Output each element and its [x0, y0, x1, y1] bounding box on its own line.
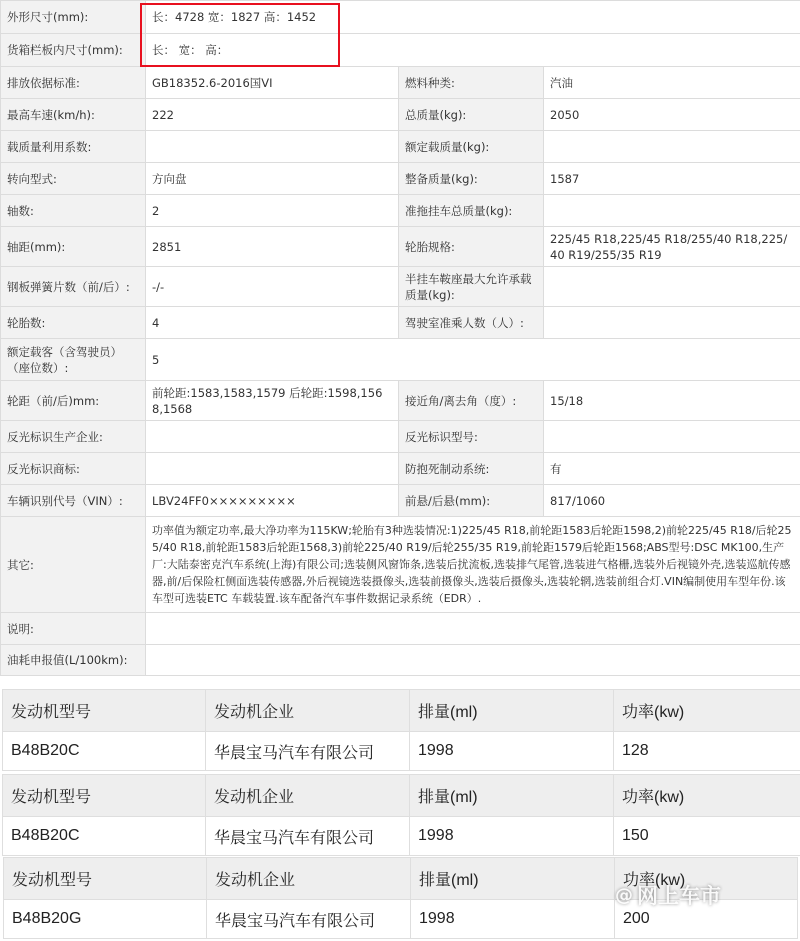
- engine-model: B48B20G: [4, 900, 207, 939]
- reflect-maker-value: [146, 421, 399, 453]
- dimensions-label: 外形尺寸(mm):: [1, 1, 146, 34]
- note-value: [146, 613, 800, 645]
- row-reflect-brand: [1, 453, 800, 485]
- curb-mass-label: 整备质量(kg):: [399, 163, 544, 195]
- reflect-brand-label: 反光标识商标:: [1, 453, 146, 485]
- engine-displacement-header: 排量(ml): [410, 690, 614, 732]
- engine-power-header: 功率(kw): [614, 690, 800, 732]
- engine-maker: 华晨宝马汽车有限公司: [206, 732, 410, 771]
- speed-label: 最高车速(km/h):: [1, 99, 146, 131]
- semi-trailer-value: [544, 267, 800, 307]
- steering-label: 转向型式:: [1, 163, 146, 195]
- axles-value: 2: [146, 195, 399, 227]
- other-value: 功率值为额定功率,最大净功率为115KW;轮胎有3种选装情况:1)225/45 R18,前轮距1583后轮距1598,2)前轮225/45 R18/后轮255/40 R18,前轮距1583后轮距1568,3)前轮225/40 R19/后轮255/35 R19,前轮距1579后轮距1568;ABS型号:DSC MK100,生产厂:大陆泰密克汽车系统(上海)有限公司;选装侧风窗饰条,选装后扰流板,选装排气尾管,选装进气格栅,选装外后视镜外壳,选装巡航传感器,前/后保险杠侧面选装传感器,外后视镜选装摄像头,选装前摄像头,选装后摄像头,选装轮辋,选装前组合灯.VIN编制使用车型年份.该车型可选装ETC 车载装置.该车配备汽车事件数据记录系统（EDR）.: [146, 517, 800, 613]
- row-speed: [1, 99, 800, 131]
- semi-trailer-label: 半挂车鞍座最大允许承载质量(kg):: [399, 267, 544, 307]
- engine-maker-header: 发动机企业: [207, 858, 411, 900]
- row-cargo: [1, 34, 800, 67]
- row-seats: [1, 339, 800, 381]
- abs-label: 防抱死制动系统:: [399, 453, 544, 485]
- row-steering: [1, 163, 800, 195]
- load-util-value: [146, 131, 399, 163]
- watermark-at: @: [615, 884, 633, 906]
- track-value: 前轮距:1583,1583,1579 后轮距:1598,1568,1568: [146, 381, 399, 421]
- total-mass-value: 2050: [544, 99, 800, 131]
- tire-count-value: 4: [146, 307, 399, 339]
- total-mass-label: 总质量(kg):: [399, 99, 544, 131]
- engine-displacement: 1998: [410, 817, 614, 856]
- cab-seats-label: 驾驶室准乘人数（人）:: [399, 307, 544, 339]
- row-load-util: [1, 131, 800, 163]
- cargo-value: 长： 宽： 高：: [146, 34, 800, 67]
- engine-power-header: 功率(kw): [614, 775, 800, 817]
- overhang-value: 817/1060: [544, 485, 800, 517]
- watermark-text: 网上车市: [637, 884, 721, 908]
- row-fuel-report: [1, 645, 800, 676]
- engine-displacement: 1998: [411, 900, 615, 939]
- track-label: 轮距（前/后)mm:: [1, 381, 146, 421]
- angle-value: 15/18: [544, 381, 800, 421]
- row-spring: [1, 267, 800, 307]
- wheelbase-label: 轴距(mm):: [1, 227, 146, 267]
- engine-model-header: 发动机型号: [4, 858, 207, 900]
- fuel-value: 汽油: [544, 67, 800, 99]
- row-track: [1, 381, 800, 421]
- spring-value: -/-: [146, 267, 399, 307]
- engine-model-header: 发动机型号: [3, 690, 206, 732]
- engine-header-row: [3, 775, 800, 817]
- note-label: 说明:: [1, 613, 146, 645]
- engine-power-header: 功率(kw): [615, 858, 798, 900]
- angle-label: 接近角/离去角（度）:: [399, 381, 544, 421]
- highlight-box: [140, 3, 340, 67]
- emission-label: 排放依据标准:: [1, 67, 146, 99]
- vin-label: 车辆识别代号（VIN）:: [1, 485, 146, 517]
- wheelbase-value: 2851: [146, 227, 399, 267]
- trailer-label: 准拖挂车总质量(kg):: [399, 195, 544, 227]
- engine-maker: 华晨宝马汽车有限公司: [207, 900, 411, 939]
- fuel-report-label: 油耗申报值(L/100km):: [1, 645, 146, 676]
- spring-label: 钢板弹簧片数（前/后）:: [1, 267, 146, 307]
- tire-spec-label: 轮胎规格:: [399, 227, 544, 267]
- engine-row: [3, 732, 800, 771]
- row-note: [1, 613, 800, 645]
- cargo-label: 货箱栏板内尺寸(mm):: [1, 34, 146, 67]
- reflect-maker-label: 反光标识生产企业:: [1, 421, 146, 453]
- fuel-label: 燃料种类:: [399, 67, 544, 99]
- tire-spec-value: 225/45 R18,225/45 R18/255/40 R18,225/40 R19/255/35 R19: [544, 227, 800, 267]
- engine-displacement-header: 排量(ml): [410, 775, 614, 817]
- row-tire-count: [1, 307, 800, 339]
- engine-model: B48B20C: [3, 732, 206, 771]
- seats-label: 额定载客（含驾驶员）（座位数）:: [1, 339, 146, 381]
- other-label: 其它:: [1, 517, 146, 613]
- engine-power: 150: [614, 817, 800, 856]
- engine-table-1: [2, 689, 800, 771]
- engine-displacement-header: 排量(ml): [411, 858, 615, 900]
- seats-value: 5: [146, 339, 800, 381]
- trailer-value: [544, 195, 800, 227]
- watermark-logo: [615, 873, 765, 917]
- abs-value: 有: [544, 453, 800, 485]
- dimensions-value: 长：4728 宽：1827 高：1452: [146, 1, 800, 34]
- row-reflect-maker: [1, 421, 800, 453]
- reflect-brand-value: [146, 453, 399, 485]
- reflect-model-value: [544, 421, 800, 453]
- engine-table-2: [2, 774, 800, 856]
- engine-power: 200: [615, 900, 798, 939]
- engine-model: B48B20C: [3, 817, 206, 856]
- vin-value: LBV24FF0×××××××××: [146, 485, 399, 517]
- engine-maker-header: 发动机企业: [206, 690, 410, 732]
- row-emission: [1, 67, 800, 99]
- tire-count-label: 轮胎数:: [1, 307, 146, 339]
- row-axles: [1, 195, 800, 227]
- engine-displacement: 1998: [410, 732, 614, 771]
- row-wheelbase: [1, 227, 800, 267]
- cab-seats-value: [544, 307, 800, 339]
- axles-label: 轴数:: [1, 195, 146, 227]
- engine-maker: 华晨宝马汽车有限公司: [206, 817, 410, 856]
- overhang-label: 前悬/后悬(mm):: [399, 485, 544, 517]
- engine-model-header: 发动机型号: [3, 775, 206, 817]
- fuel-report-value: [146, 645, 800, 676]
- row-vin: [1, 485, 800, 517]
- steering-value: 方向盘: [146, 163, 399, 195]
- engine-power: 128: [614, 732, 800, 771]
- engine-maker-header: 发动机企业: [206, 775, 410, 817]
- rated-load-label: 额定载质量(kg):: [399, 131, 544, 163]
- curb-mass-value: 1587: [544, 163, 800, 195]
- reflect-model-label: 反光标识型号:: [399, 421, 544, 453]
- row-dimensions: [1, 1, 800, 34]
- row-other: [1, 517, 800, 613]
- engine-header-row: [3, 690, 800, 732]
- emission-value: GB18352.6-2016国VI: [146, 67, 399, 99]
- speed-value: 222: [146, 99, 399, 131]
- rated-load-value: [544, 131, 800, 163]
- engine-row: [3, 817, 800, 856]
- load-util-label: 载质量利用系数:: [1, 131, 146, 163]
